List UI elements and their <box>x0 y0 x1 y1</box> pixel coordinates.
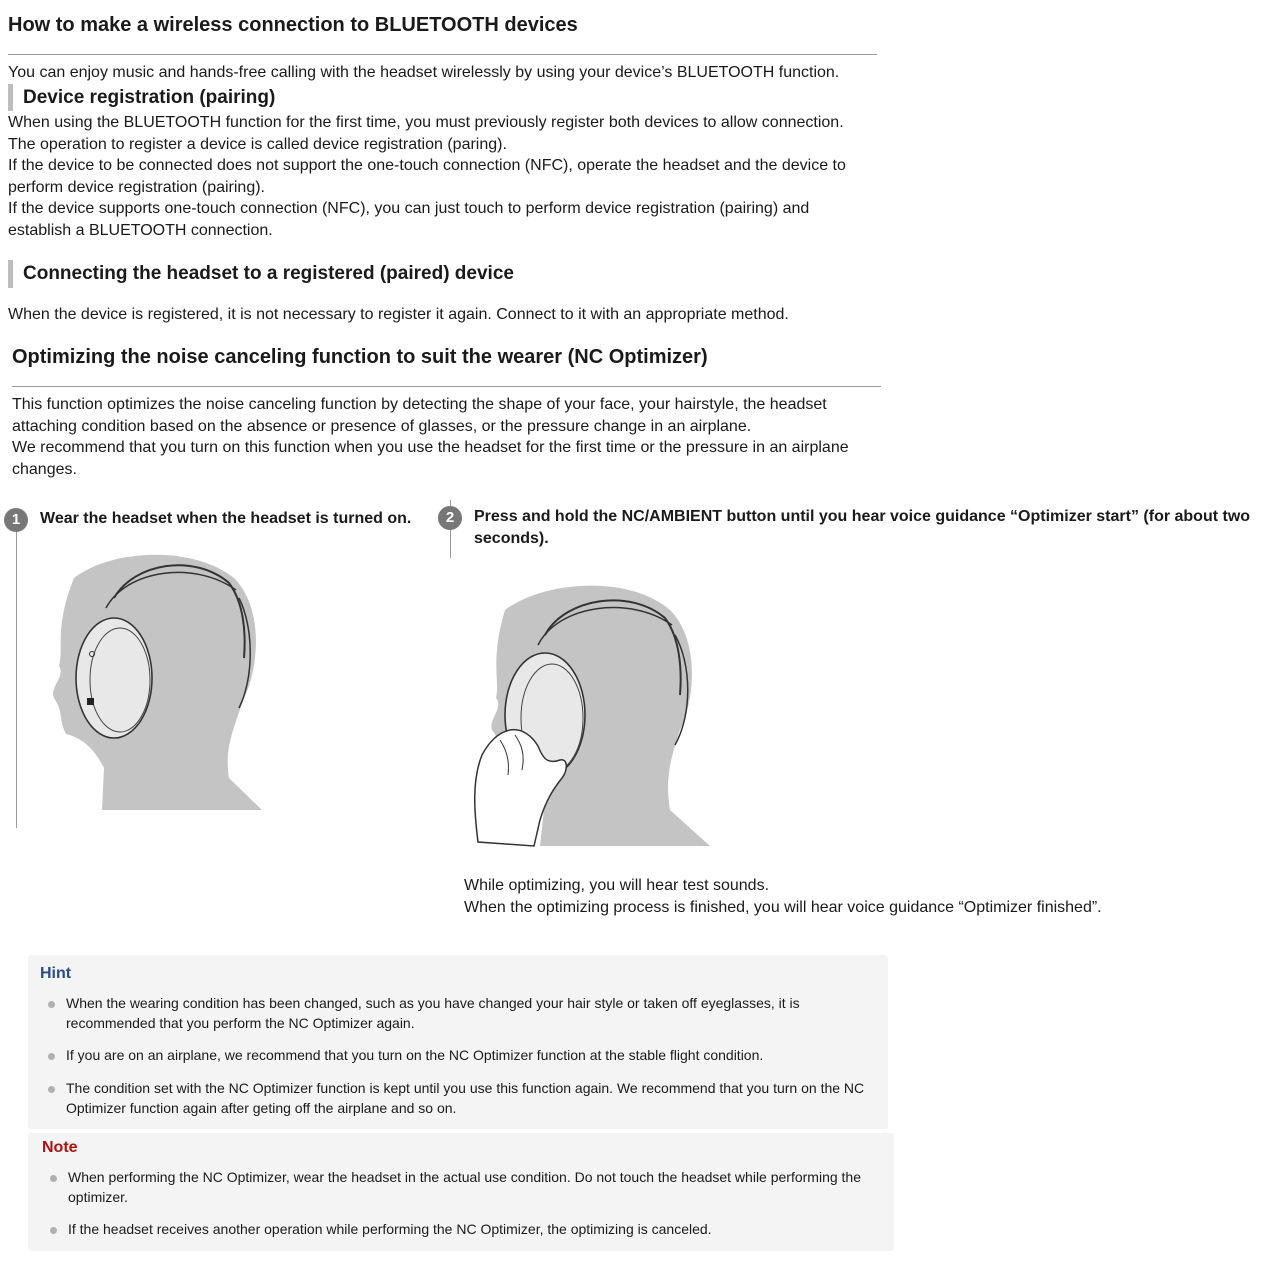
bullet-icon <box>50 1175 57 1182</box>
note-title: Note <box>42 1139 78 1156</box>
nc-description <box>12 394 849 480</box>
step2-title <box>474 506 1250 550</box>
note-item-line: When performing the NC Optimizer, wear the headset in the actual use condition. Do not touch the headset while performing the <box>68 1169 861 1185</box>
title-divider <box>8 54 877 55</box>
step2-result-line: While optimizing, you will hear test sounds. <box>464 877 770 894</box>
step2-result-line: When the optimizing process is finished, you will hear voice guidance “Optimizer finished”. <box>464 898 1102 916</box>
head-with-headset-icon <box>44 548 274 810</box>
step2-result-text <box>464 875 1102 918</box>
pairing-heading-block <box>8 84 275 111</box>
nc-title-divider <box>12 386 881 387</box>
connecting-text: When the device is registered, it is not necessary to register it again. Connect to it with an appropriate method. <box>8 306 789 323</box>
note-item-line: If the headset receives another operation while performing the NC Optimizer, the optimizing is canceled. <box>68 1221 712 1237</box>
nc-description-line: We recommend that you turn on this function when you use the headset for the first time or the pressure in an airplane <box>12 439 849 456</box>
connecting-heading: Connecting the headset to a registered (paired) device <box>23 263 514 284</box>
pairing-line: perform device registration (pairing). <box>8 178 265 196</box>
hint-title: Hint <box>40 965 72 982</box>
bullet-icon <box>48 1086 55 1093</box>
hint-item-line: The condition set with the NC Optimizer function is kept until you use this function again. We recommend that you turn on the NC <box>66 1080 865 1096</box>
nc-description-line: attaching condition based on the absence or presence of glasses, or the pressure change in an airplane. <box>12 417 752 435</box>
connecting-heading-block <box>8 260 514 288</box>
pairing-line: If the device to be connected does not support the one-touch connection (NFC), operate the headset and the device to <box>8 157 846 174</box>
step2-title-line: seconds). <box>474 530 549 547</box>
step2-title-line: Press and hold the NC/AMBIENT button until you hear voice guidance “Optimizer start” (for about two <box>474 508 1251 525</box>
step2-number: 2 <box>438 506 462 530</box>
hint-item-line: recommended that you perform the NC Optimizer again. <box>66 1014 415 1031</box>
hand-touching-headset-icon <box>470 580 715 850</box>
pairing-line: The operation to register a device is called device registration (paring). <box>8 135 507 153</box>
bullet-icon <box>50 1227 57 1234</box>
hint-item-line: When the wearing condition has been changed, such as you have changed your hair style or taken off eyeglasses, it is <box>66 995 800 1011</box>
pairing-heading: Device registration (pairing) <box>23 87 276 108</box>
step1-bar <box>16 520 17 828</box>
pairing-line: establish a BLUETOOTH connection. <box>8 221 273 239</box>
hint-item-line: Optimizer function again after geting off the airplane and so on. <box>66 1099 457 1116</box>
pairing-line: If the device supports one-touch connection (NFC), you can just touch to perform device registration (pairing) and <box>8 200 810 217</box>
hint-box <box>28 955 888 1129</box>
bullet-icon <box>48 1001 55 1008</box>
intro-text: You can enjoy music and hands-free calling with the headset wirelessly by using your device’s BLUETOOTH function. <box>8 64 840 81</box>
page-title: How to make a wireless connection to BLUETOOTH devices <box>8 14 578 36</box>
pairing-text <box>8 112 846 241</box>
nc-optimizer-title: Optimizing the noise canceling function to suit the wearer (NC Optimizer) <box>12 346 708 368</box>
nc-description-line: This function optimizes the noise canceling function by detecting the shape of your face, your hairstyle, the headset <box>12 396 827 413</box>
nc-description-line: changes. <box>12 460 77 478</box>
pairing-line: When using the BLUETOOTH function for the first time, you must previously register both devices to allow connection. <box>8 114 844 131</box>
bullet-icon <box>48 1053 55 1060</box>
note-item-line: optimizer. <box>68 1188 128 1205</box>
step1-title-line: Wear the headset when the headset is turned on. <box>40 510 412 527</box>
note-box <box>28 1133 894 1251</box>
step1-number: 1 <box>4 508 28 532</box>
step1-title <box>40 508 411 530</box>
hint-item-line: If you are on an airplane, we recommend that you turn on the NC Optimizer function at the stable flight condition. <box>66 1047 764 1063</box>
